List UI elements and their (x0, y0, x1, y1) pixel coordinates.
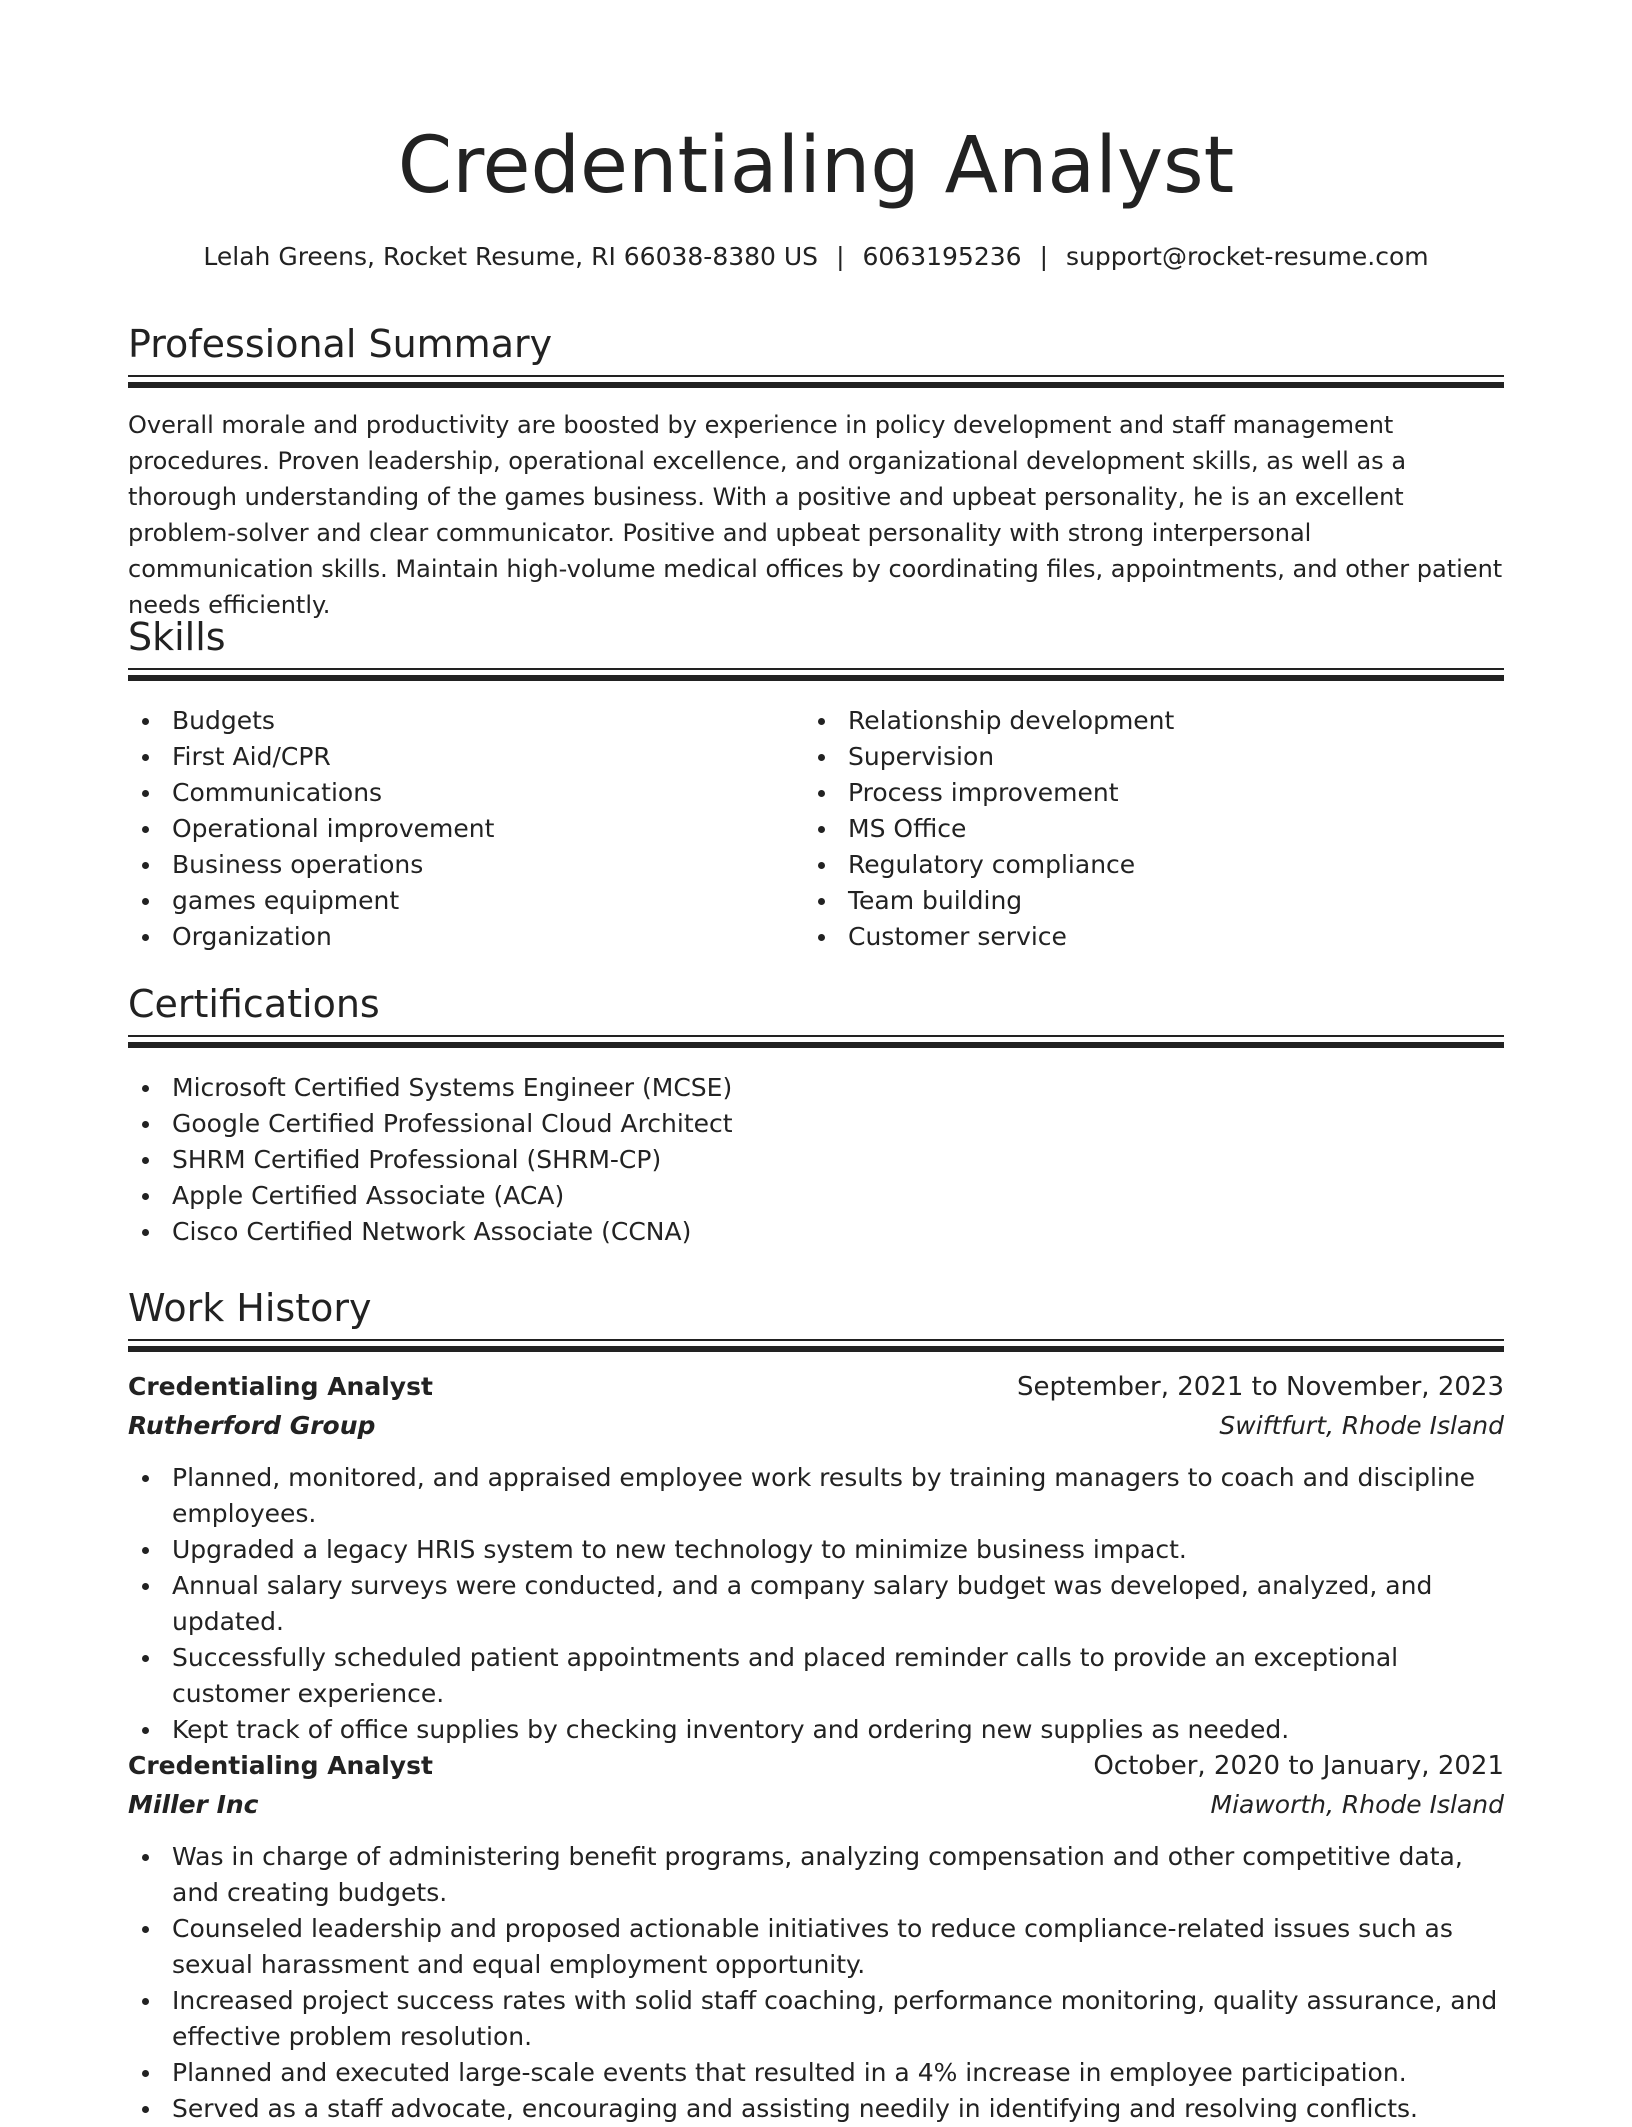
certifications-list (128, 1070, 1504, 1250)
skill-item: MS Office (804, 811, 1504, 847)
section-heading: Professional Summary (128, 322, 553, 366)
skill-item: Budgets (128, 703, 768, 739)
skill-item: Business operations (128, 847, 768, 883)
job-bullet-list (128, 1460, 1504, 1748)
job-title: Credentialing Analyst (128, 1751, 433, 1780)
job-bullet: Increased project success rates with solid staff coaching, performance monitoring, quality assurance, and effective problem resolution. (128, 1983, 1504, 2055)
job-dates: September, 2021 to November, 2023 (1017, 1372, 1504, 1402)
job-title: Credentialing Analyst (128, 1372, 433, 1401)
skill-item: Organization (128, 919, 768, 955)
certification-item: SHRM Certified Professional (SHRM-CP) (128, 1142, 1504, 1178)
job-company: Rutherford Group (128, 1411, 376, 1440)
section-heading: Certifications (128, 982, 380, 1026)
certification-item: Cisco Certified Network Associate (CCNA) (128, 1214, 1504, 1250)
skills-list-left (128, 703, 768, 955)
certification-item: Apple Certified Associate (ACA) (128, 1178, 1504, 1214)
skill-item: Customer service (804, 919, 1504, 955)
job-bullet: Served as a staff advocate, encouraging and assisting needily in identifying and resolving conflicts. (128, 2091, 1504, 2127)
skill-item: Regulatory compliance (804, 847, 1504, 883)
job-location: Miaworth, Rhode Island (1210, 1790, 1504, 1819)
job-bullet: Annual salary surveys were conducted, and a company salary budget was developed, analyzed, and updated. (128, 1568, 1504, 1640)
job-location: Swiftfurt, Rhode Island (1219, 1411, 1504, 1440)
work-history-section (128, 1283, 1504, 1333)
skill-item: games equipment (128, 883, 768, 919)
skill-item: Process improvement (804, 775, 1504, 811)
contact-separator: | (836, 242, 845, 271)
skills-section (128, 612, 1504, 662)
job-dates: October, 2020 to January, 2021 (1093, 1751, 1504, 1781)
job-bullet: Kept track of office supplies by checking inventory and ordering new supplies as needed. (128, 1712, 1504, 1748)
skill-item: Communications (128, 775, 768, 811)
summary-text: Overall morale and productivity are boosted by experience in policy development and staff management procedures. Proven leadership, operational excellence, and organizational development skills, as well as a thorough understanding of the games business. With a positive and upbeat personality, he is an excellent problem-solver and clear communicator. Positive and upbeat personality with strong interpersonal communication skills. Maintain high-volume medical offices by coordinating files, appointments, and other patient needs efficiently. (128, 411, 1503, 619)
section-heading: Work History (128, 1286, 372, 1330)
resume-title: Credentialing Analyst (397, 121, 1235, 211)
skill-item: First Aid/CPR (128, 739, 768, 775)
contact-separator: | (1039, 242, 1048, 271)
certification-item: Google Certified Professional Cloud Architect (128, 1106, 1504, 1142)
job-bullet: Planned and executed large-scale events that resulted in a 4% increase in employee participation. (128, 2055, 1504, 2091)
summary-section (128, 319, 1504, 369)
skill-item: Team building (804, 883, 1504, 919)
skill-item: Operational improvement (128, 811, 768, 847)
job-bullet: Successfully scheduled patient appointments and placed reminder calls to provide an exceptional customer experience. (128, 1640, 1504, 1712)
contact-email: support@rocket-resume.com (1066, 242, 1429, 271)
section-heading: Skills (128, 615, 226, 659)
job-bullet: Upgraded a legacy HRIS system to new technology to minimize business impact. (128, 1532, 1504, 1568)
job-bullet: Planned, monitored, and appraised employee work results by training managers to coach and discipline employees. (128, 1460, 1504, 1532)
job-bullet: Counseled leadership and proposed actionable initiatives to reduce compliance-related issues such as sexual harassment and equal employment opportunity. (128, 1911, 1504, 1983)
skills-list-right (804, 703, 1504, 955)
contact-address: Lelah Greens, Rocket Resume, RI 66038-8380 US (203, 242, 819, 271)
contact-phone: 6063195236 (862, 242, 1022, 271)
job-bullet: Was in charge of administering benefit programs, analyzing compensation and other competitive data, and creating budgets. (128, 1839, 1504, 1911)
contact-line (0, 240, 1632, 274)
certifications-section (128, 979, 1504, 1029)
skill-item: Supervision (804, 739, 1504, 775)
job-bullet-list (128, 1839, 1504, 2127)
skill-item: Relationship development (804, 703, 1504, 739)
certification-item: Microsoft Certified Systems Engineer (MCSE) (128, 1070, 1504, 1106)
job-company: Miller Inc (128, 1790, 259, 1819)
